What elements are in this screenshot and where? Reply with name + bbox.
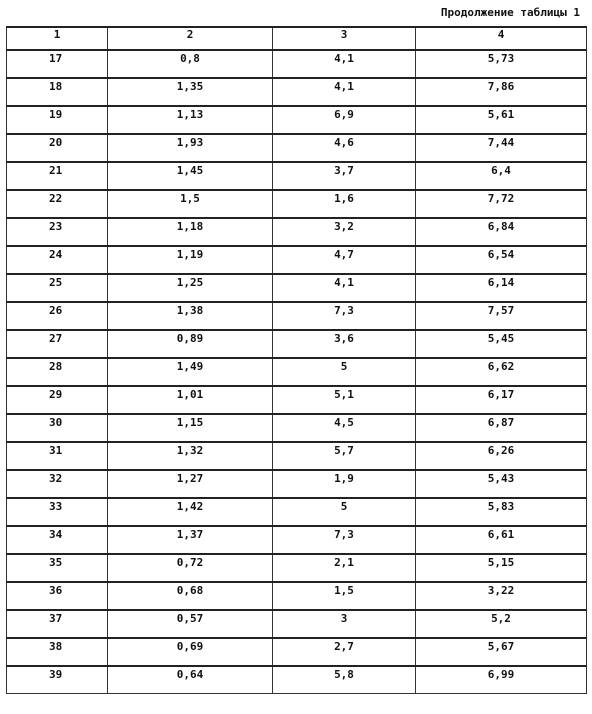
table-cell: 6,54	[416, 246, 587, 274]
table-cell: 1,6	[273, 190, 416, 218]
column-header-3: 3	[273, 27, 416, 50]
table-row	[7, 50, 587, 78]
table-cell: 6,4	[416, 162, 587, 190]
table-header-row	[7, 27, 587, 50]
table-cell: 4,1	[273, 78, 416, 106]
table-cell: 5,43	[416, 470, 587, 498]
table-caption: Продолжение таблицы 1	[440, 6, 580, 19]
row-number-cell: 38	[7, 638, 108, 666]
table-cell: 6,87	[416, 414, 587, 442]
table-cell: 1,9	[273, 470, 416, 498]
table-row	[7, 582, 587, 610]
table-row	[7, 442, 587, 470]
row-number-cell: 28	[7, 358, 108, 386]
row-number-cell: 33	[7, 498, 108, 526]
row-number-cell: 25	[7, 274, 108, 302]
row-number-cell: 35	[7, 554, 108, 582]
row-number-cell: 24	[7, 246, 108, 274]
table-cell: 1,38	[108, 302, 273, 330]
table-cell: 4,5	[273, 414, 416, 442]
table-row	[7, 274, 587, 302]
table-row	[7, 330, 587, 358]
table-cell: 0,8	[108, 50, 273, 78]
table-cell: 1,45	[108, 162, 273, 190]
table-row	[7, 190, 587, 218]
row-number-cell: 29	[7, 386, 108, 414]
table-cell: 1,32	[108, 442, 273, 470]
row-number-cell: 31	[7, 442, 108, 470]
table-row	[7, 470, 587, 498]
row-number-cell: 17	[7, 50, 108, 78]
table-row	[7, 554, 587, 582]
table-cell: 5	[273, 358, 416, 386]
table-cell: 2,1	[273, 554, 416, 582]
row-number-cell: 32	[7, 470, 108, 498]
table-cell: 0,57	[108, 610, 273, 638]
column-header-2: 2	[108, 27, 273, 50]
table-cell: 1,37	[108, 526, 273, 554]
row-number-cell: 19	[7, 106, 108, 134]
table-cell: 5,2	[416, 610, 587, 638]
table-cell: 5,83	[416, 498, 587, 526]
row-number-cell: 34	[7, 526, 108, 554]
table-row	[7, 498, 587, 526]
table-cell: 1,01	[108, 386, 273, 414]
table-cell: 1,5	[108, 190, 273, 218]
data-table	[6, 26, 587, 694]
table-cell: 7,3	[273, 302, 416, 330]
table-cell: 1,15	[108, 414, 273, 442]
table-cell: 6,84	[416, 218, 587, 246]
row-number-cell: 39	[7, 666, 108, 694]
table-row	[7, 302, 587, 330]
table-cell: 2,7	[273, 638, 416, 666]
table-cell: 3	[273, 610, 416, 638]
table-cell: 0,72	[108, 554, 273, 582]
table-cell: 1,18	[108, 218, 273, 246]
table-cell: 3,6	[273, 330, 416, 358]
column-header-1: 1	[7, 27, 108, 50]
row-number-cell: 36	[7, 582, 108, 610]
table-row	[7, 106, 587, 134]
row-number-cell: 18	[7, 78, 108, 106]
table-cell: 4,1	[273, 274, 416, 302]
table-cell: 6,62	[416, 358, 587, 386]
table-cell: 7,57	[416, 302, 587, 330]
table-cell: 5,1	[273, 386, 416, 414]
table-cell: 5,45	[416, 330, 587, 358]
table-cell: 1,19	[108, 246, 273, 274]
table-cell: 1,13	[108, 106, 273, 134]
table-cell: 3,7	[273, 162, 416, 190]
table-cell: 6,61	[416, 526, 587, 554]
table-cell: 3,2	[273, 218, 416, 246]
table-cell: 1,42	[108, 498, 273, 526]
row-number-cell: 30	[7, 414, 108, 442]
table-row	[7, 162, 587, 190]
table-cell: 6,99	[416, 666, 587, 694]
table-cell: 0,89	[108, 330, 273, 358]
row-number-cell: 20	[7, 134, 108, 162]
table-cell: 7,86	[416, 78, 587, 106]
table-row	[7, 246, 587, 274]
row-number-cell: 27	[7, 330, 108, 358]
table-cell: 5,7	[273, 442, 416, 470]
table-cell: 6,17	[416, 386, 587, 414]
table-cell: 1,93	[108, 134, 273, 162]
table-cell: 5,67	[416, 638, 587, 666]
table-row	[7, 218, 587, 246]
table-cell: 5	[273, 498, 416, 526]
table-cell: 1,25	[108, 274, 273, 302]
table-cell: 0,69	[108, 638, 273, 666]
table-cell: 5,61	[416, 106, 587, 134]
table-cell: 3,22	[416, 582, 587, 610]
table-row	[7, 386, 587, 414]
table-cell: 4,6	[273, 134, 416, 162]
table-cell: 6,26	[416, 442, 587, 470]
table-cell: 0,64	[108, 666, 273, 694]
column-header-4: 4	[416, 27, 587, 50]
table-row	[7, 666, 587, 694]
table-cell: 7,3	[273, 526, 416, 554]
table-row	[7, 414, 587, 442]
table-cell: 5,8	[273, 666, 416, 694]
table-cell: 4,7	[273, 246, 416, 274]
row-number-cell: 37	[7, 610, 108, 638]
row-number-cell: 23	[7, 218, 108, 246]
table-cell: 1,35	[108, 78, 273, 106]
table-cell: 4,1	[273, 50, 416, 78]
row-number-cell: 22	[7, 190, 108, 218]
table-body	[7, 50, 587, 694]
row-number-cell: 26	[7, 302, 108, 330]
table-row	[7, 610, 587, 638]
table-cell: 5,15	[416, 554, 587, 582]
table-cell: 7,44	[416, 134, 587, 162]
table-cell: 0,68	[108, 582, 273, 610]
table-cell: 6,14	[416, 274, 587, 302]
table-row	[7, 526, 587, 554]
table-cell: 1,5	[273, 582, 416, 610]
table-row	[7, 134, 587, 162]
table-row	[7, 78, 587, 106]
table-cell: 1,49	[108, 358, 273, 386]
row-number-cell: 21	[7, 162, 108, 190]
table-cell: 1,27	[108, 470, 273, 498]
table-row	[7, 638, 587, 666]
table-cell: 7,72	[416, 190, 587, 218]
table-row	[7, 358, 587, 386]
table-cell: 5,73	[416, 50, 587, 78]
table-cell: 6,9	[273, 106, 416, 134]
